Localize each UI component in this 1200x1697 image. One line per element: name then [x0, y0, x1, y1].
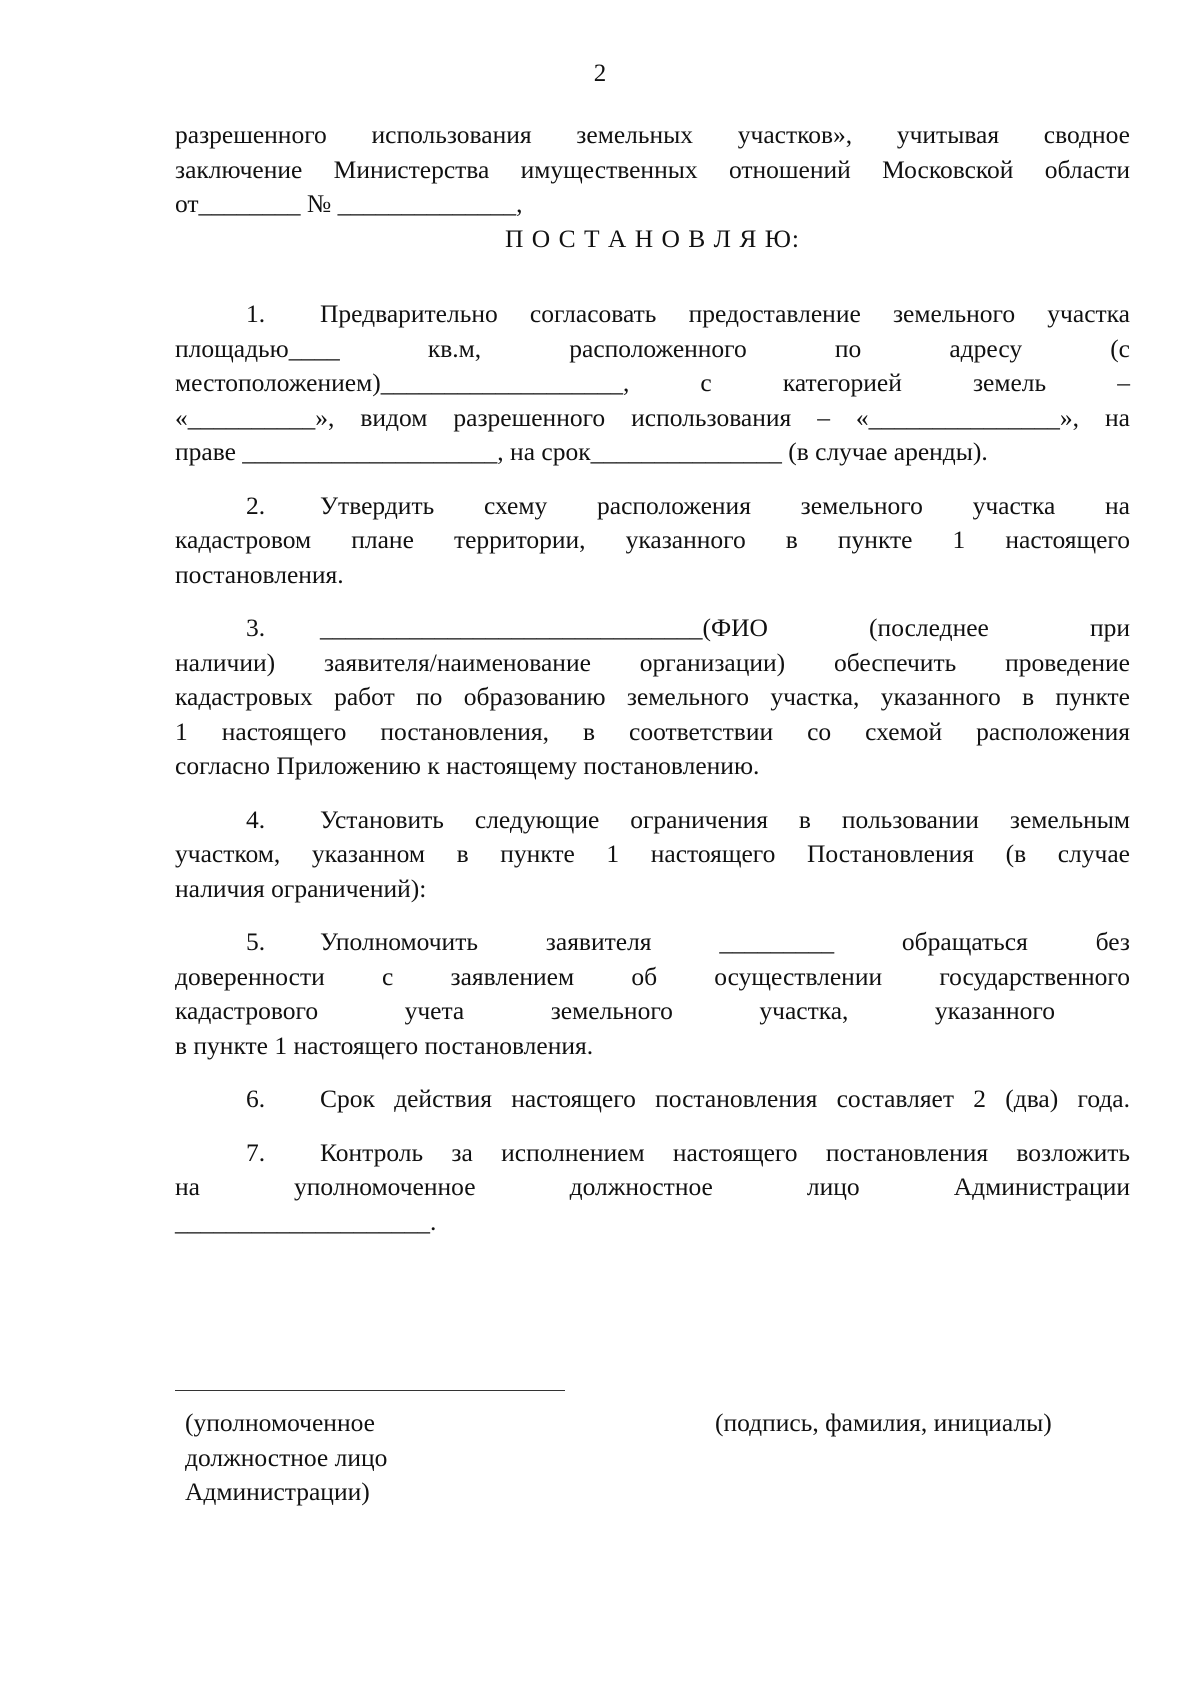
signature-caption: (подпись, фамилия, инициалы) — [715, 1408, 1052, 1437]
item-line: доверенности с заявлением об осуществлении государственного — [175, 961, 1130, 991]
item-number: 3. — [246, 613, 266, 642]
intro-line: разрешенного использования земельных участков», учитывая сводное — [175, 120, 1130, 149]
item-line: «__________», видом разрешенного использования – «_______________», на — [175, 402, 1130, 432]
item-line: 1 настоящего постановления, в соответствии со схемой расположения — [175, 716, 1130, 746]
signatory-line: (уполномоченное — [185, 1408, 375, 1437]
item-line: кадастровых работ по образованию земельного участка, указанного в пункте — [175, 682, 1130, 711]
item-line: ____________________. — [175, 1206, 437, 1236]
item-line: праве ____________________, на срок_______________ (в случае аренды). — [175, 437, 988, 466]
item-number: 4. — [246, 804, 266, 834]
item-line — [175, 925, 1130, 960]
page-number: 2 — [593, 60, 607, 87]
signature-line — [175, 1390, 565, 1391]
item-text: Предварительно согласовать предоставление земельного участка — [320, 299, 1130, 328]
item-line: наличия ограничений): — [175, 873, 427, 903]
item-line: площадью____ кв.м, расположенного по адресу (с — [175, 333, 1130, 363]
item-number: 5. — [246, 927, 266, 956]
item-text: Утвердить схему расположения земельного участка на — [320, 490, 1130, 520]
item-line: в пункте 1 настоящего постановления. — [175, 1030, 594, 1060]
signatory-position — [185, 1406, 485, 1510]
item-number: 6. — [246, 1084, 266, 1113]
item-line: кадастрового учета земельного участка, указанного — [175, 996, 1055, 1025]
intro-line: от________ № ______________, — [175, 189, 523, 218]
item-line — [175, 803, 1130, 838]
signatory-line: Администрации) — [185, 1477, 370, 1506]
item-line: согласно Приложению к настоящему постановлению. — [175, 751, 760, 780]
item-line: местоположением)___________________, с категорией земель – — [175, 368, 1130, 397]
item-number: 7. — [246, 1137, 266, 1167]
item-line — [175, 1136, 1130, 1171]
item-number: 1. — [246, 299, 266, 328]
item-text: Установить следующие ограничения в пользовании земельным — [320, 804, 1130, 834]
item-line — [175, 489, 1130, 524]
decree-item-3 — [175, 611, 1130, 784]
item-number: 2. — [246, 490, 266, 520]
decree-item-7 — [175, 1136, 1130, 1240]
document-body — [175, 118, 1130, 1258]
item-line: постановления. — [175, 559, 344, 589]
item-line: наличии) заявителя/наименование организации) обеспечить проведение — [175, 647, 1130, 677]
intro-paragraph — [175, 118, 1130, 222]
item-line — [175, 1082, 1130, 1117]
decree-item-4 — [175, 803, 1130, 907]
decree-item-2 — [175, 489, 1130, 593]
item-line: кадастровом плане территории, указанного в пункте 1 настоящего — [175, 525, 1130, 554]
item-line — [175, 611, 1130, 646]
decree-title: П О С Т А Н О В Л Я Ю: — [504, 223, 801, 253]
item-text: Контроль за исполнением настоящего постановления возложить — [320, 1137, 1130, 1167]
decree-item-6 — [175, 1082, 1130, 1117]
item-text: ______________________________(ФИО (последнее при — [320, 613, 1130, 642]
signatory-line: должностное лицо — [185, 1442, 388, 1472]
item-text: Срок действия настоящего постановления составляет 2 (два) года. — [320, 1084, 1130, 1113]
item-line: на уполномоченное должностное лицо Администрации — [175, 1172, 1130, 1201]
decree-item-1 — [175, 297, 1130, 470]
decree-item-5 — [175, 925, 1130, 1063]
item-line — [175, 297, 1130, 332]
item-line: участком, указанном в пункте 1 настоящего Постановления (в случае — [175, 839, 1130, 868]
item-text: Уполномочить заявителя _________ обращаться без — [320, 927, 1130, 956]
intro-line: заключение Министерства имущественных отношений Московской области — [175, 154, 1130, 184]
